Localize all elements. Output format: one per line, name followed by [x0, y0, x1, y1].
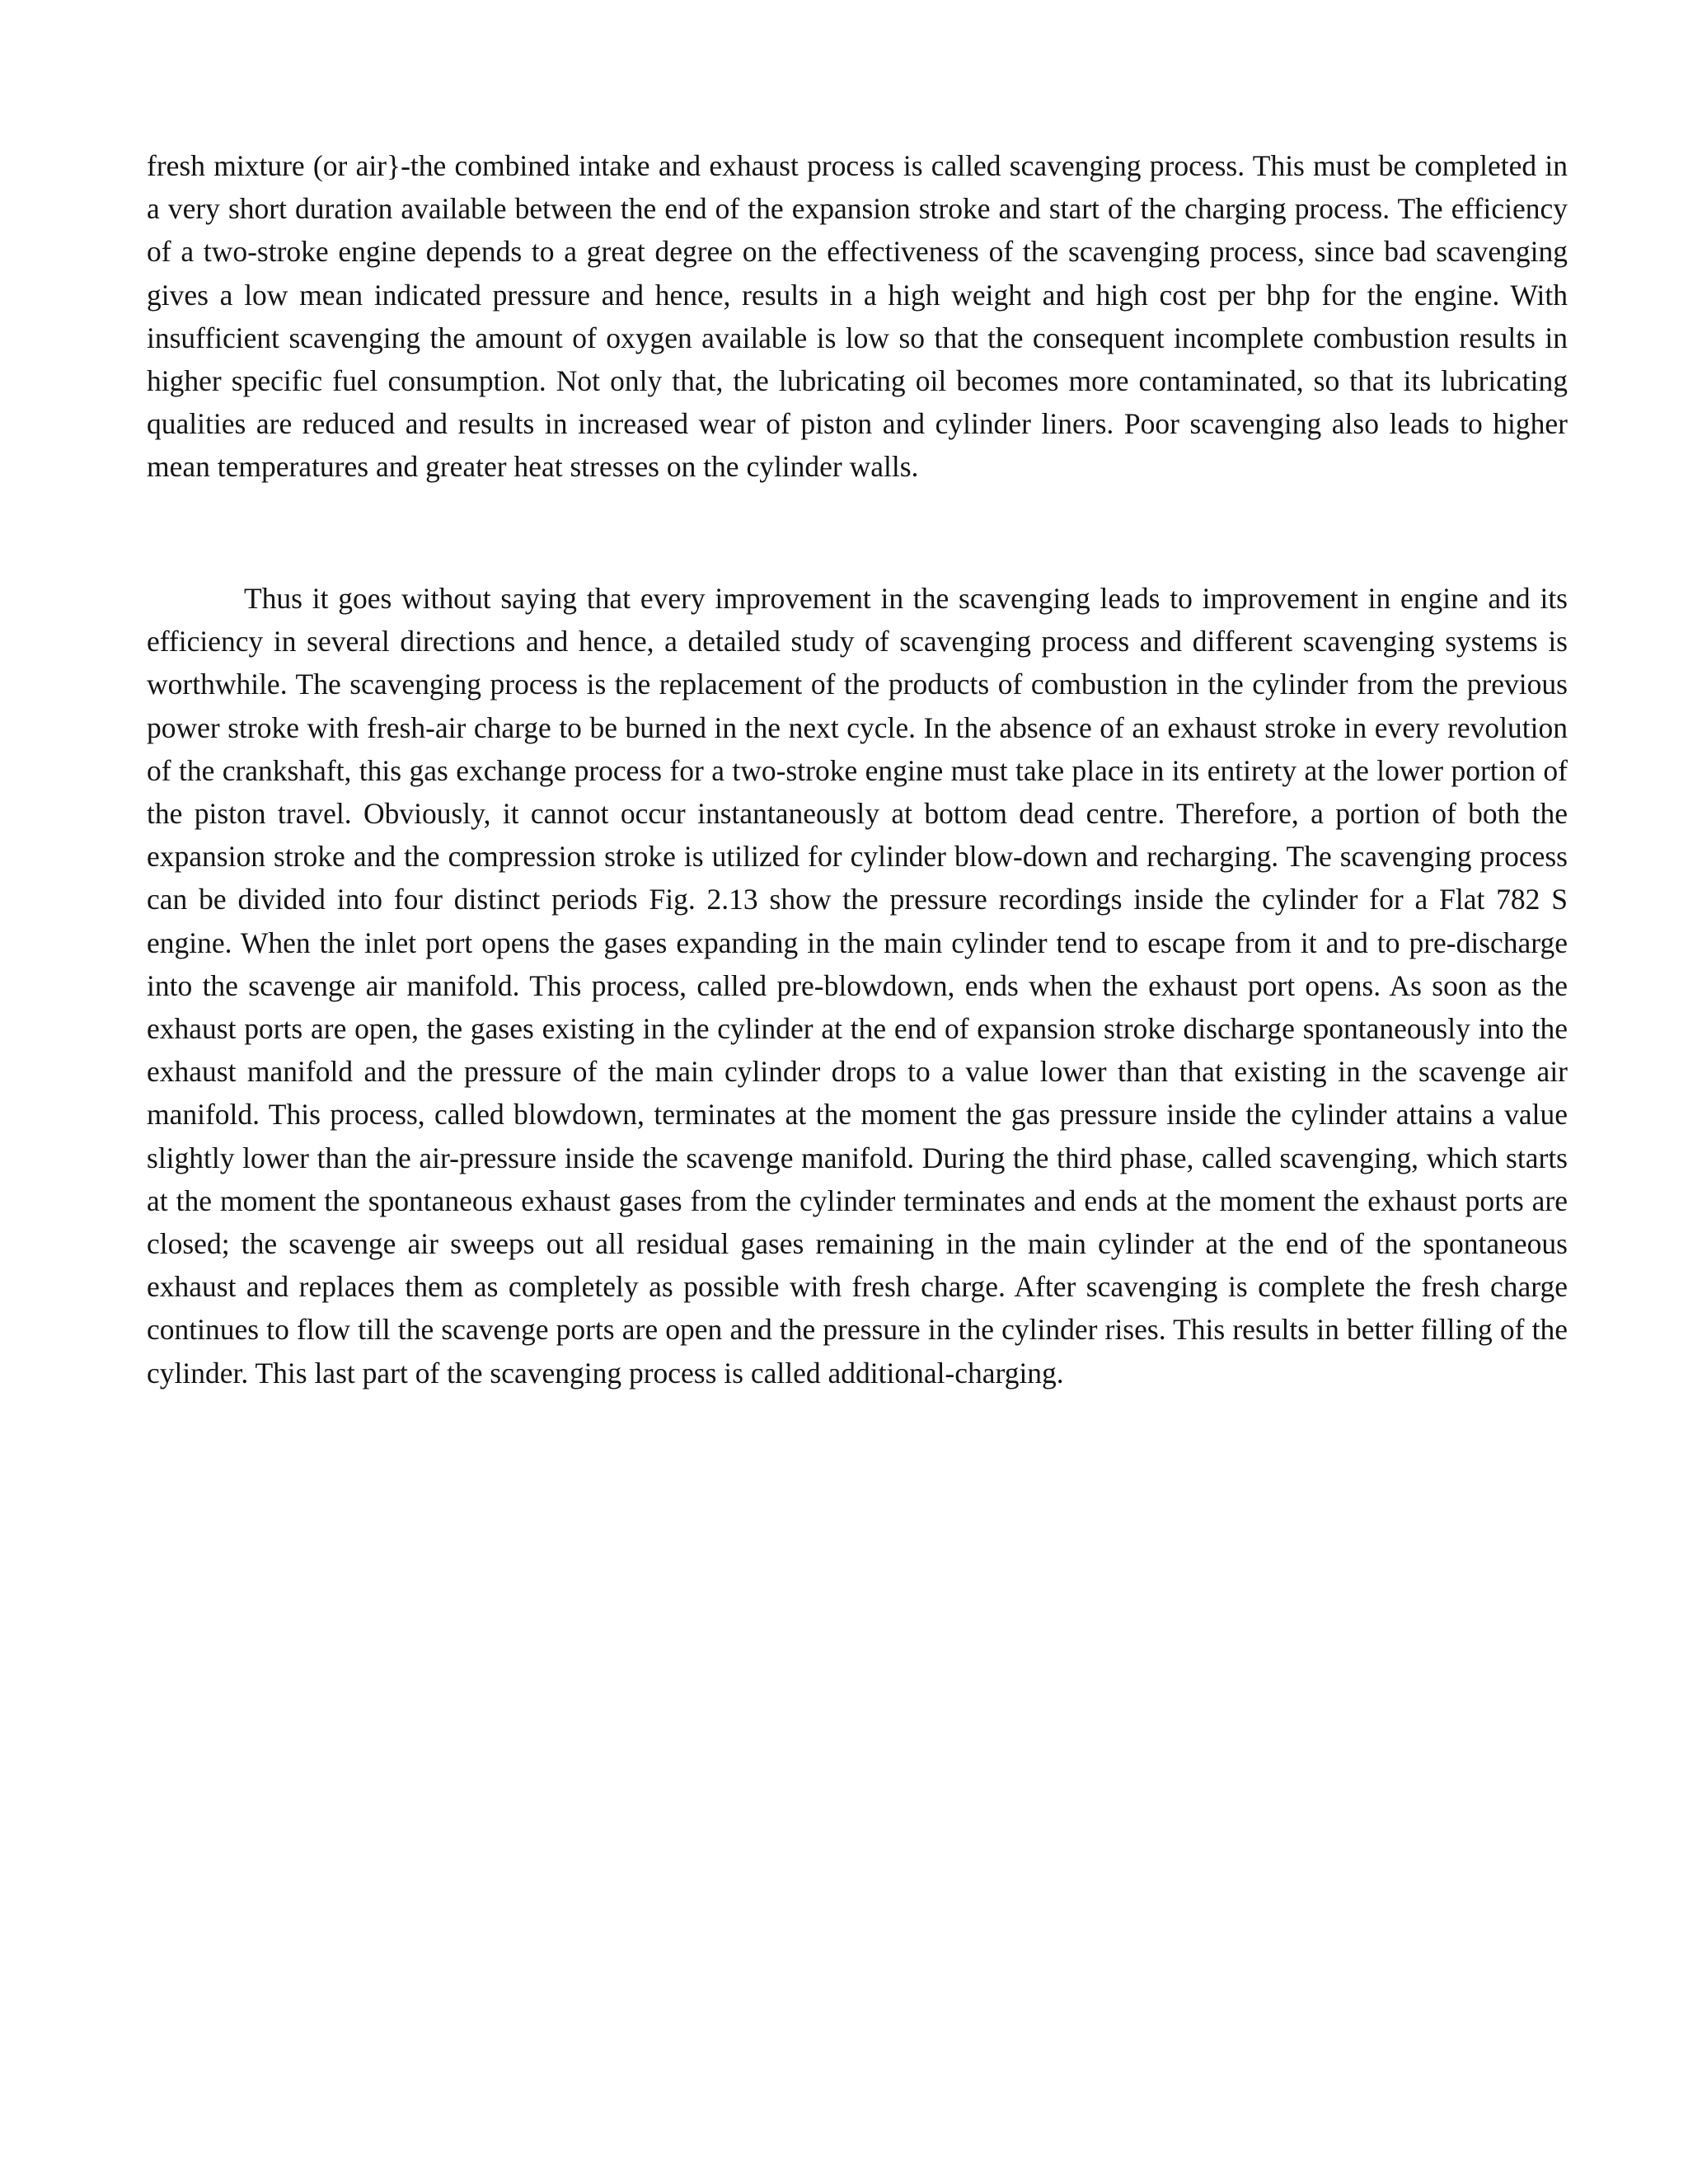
paragraph-scavenging-intro: fresh mixture (or air}-the combined intake and exhaust process is called scavenging process. This must be completed in a very short duration available between the end of the expansion stroke and start of the charging process. The efficiency of a two-stroke engine depends to a great degree on the effectiveness of the scavenging process, since bad scavenging gives a low mean indicated pressure and hence, results in a high weight and high cost per bhp for the engine. With insufficient scavenging the amount of oxygen available is low so that the consequent incomplete combustion results in higher specific fuel consumption. Not only that, the lubricating oil becomes more contaminated, so that its lubricating qualities are reduced and results in increased wear of piston and cylinder liners. Poor scavenging also leads to higher mean temperatures and greater heat stresses on the cylinder walls.	[147, 149, 1568, 484]
paragraph-scavenging-process: Thus it goes without saying that every improvement in the scavenging leads to improvement in engine and its efficiency in several directions and hence, a detailed study of scavenging process and different scavenging systems is worthwhile. The scavenging process is the replacement of the products of combustion in the cylinder from the previous power stroke with fresh-air charge to be burned in the next cycle. In the absence of an exhaust stroke in every revolution of the crankshaft, this gas exchange process for a two-stroke engine must take place in its entirety at the lower portion of the piston travel. Obviously, it cannot occur instantaneously at bottom dead centre. Therefore, a portion of both the expansion stroke and the compression stroke is utilized for cylinder blow-down and recharging. The scavenging process can be divided into four distinct periods Fig. 2.13 show the pressure recordings inside the cylinder for a Flat 782 S engine. When the inlet port opens the gases expanding in the main cylinder tend to escape from it and to pre-discharge into the scavenge air manifold. This process, called pre-blowdown, ends when the exhaust port opens. As soon as the exhaust ports are open, the gases existing in the cylinder at the end of expansion stroke discharge spontaneously into the exhaust manifold and the pressure of the main cylinder drops to a value lower than that existing in the scavenge air manifold. This process, called blowdown, terminates at the moment the gas pressure inside the cylinder attains a value slightly lower than the air-pressure inside the scavenge manifold. During the third phase, called scavenging, which starts at the moment the spontaneous exhaust gases from the cylinder terminates and ends at the moment the exhaust ports are closed; the scavenge air sweeps out all residual gases remaining in the main cylinder at the end of the spontaneous exhaust and replaces them as completely as possible with fresh charge. After scavenging is complete the fresh charge continues to flow till the scavenge ports are open and the pressure in the cylinder rises. This results in better filling of the cylinder. This last part of the scavenging process is called additional-charging.	[147, 582, 1568, 1390]
